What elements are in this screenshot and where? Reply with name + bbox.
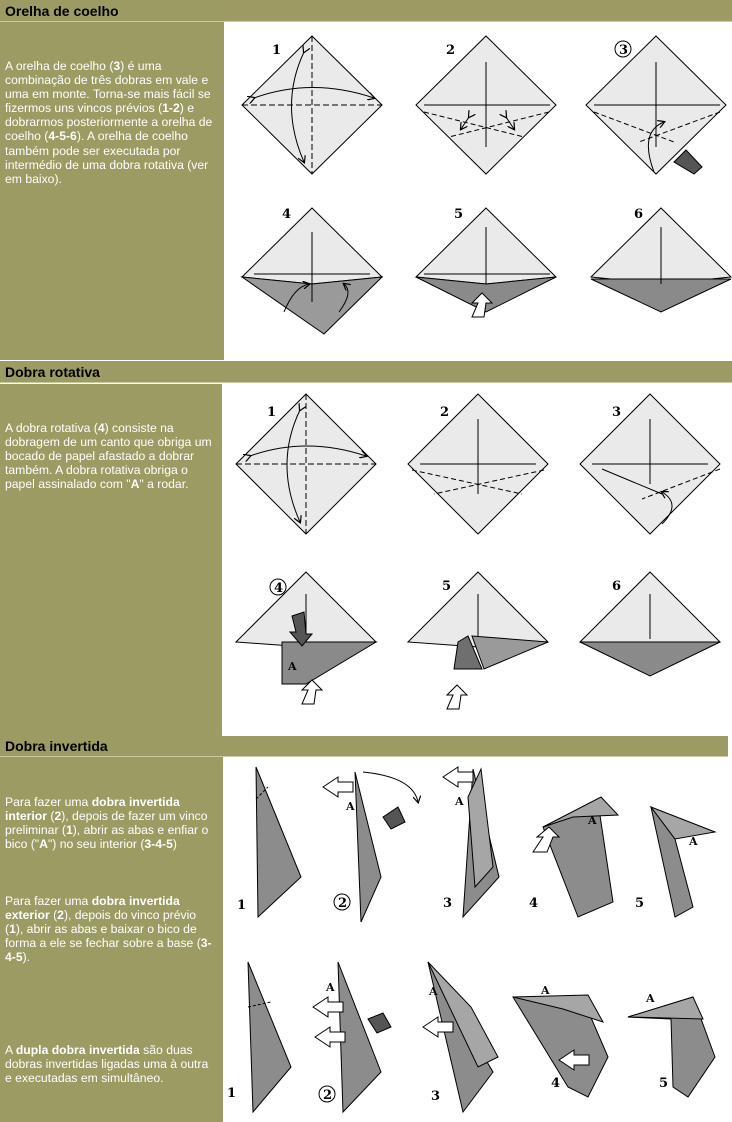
diagram-step-1: [242, 36, 382, 174]
marker-a-2: A: [346, 800, 355, 813]
rabbit-ear-diagrams: [224, 22, 732, 360]
step-label-2b: 2: [323, 1088, 333, 1103]
section-3-text-a: Para fazer uma dobra invertida interior (2), depois de fazer um vinco preliminar (1), abrir as abas e enfiar o bico ("A") no seu interior (3-4-5): [5, 795, 209, 852]
section-3-text-b: Para fazer uma dobra invertida exterior (2), depois do vinco prévio (1), abrir as abas e baixar o bico de forma a ele se fechar sobre a base (3-4-5).: [5, 894, 212, 965]
step-label-5: 5: [454, 207, 464, 222]
diagram-step-6: [580, 572, 720, 676]
diagram-step-5: [416, 208, 556, 317]
step-label-5b: 5: [659, 1076, 669, 1091]
section-1-header: Orelha de coelho: [0, 0, 732, 22]
reverse-fold-diagrams: [223, 757, 732, 1122]
step-label-2: 2: [440, 405, 450, 420]
diagram-step-3: [586, 36, 726, 174]
step-label-4: 4: [274, 581, 284, 596]
marker-a-9: A: [646, 992, 655, 1005]
diagram-step-2: [408, 394, 548, 534]
marker-a: A: [288, 660, 297, 673]
inside-reverse-step-4: [533, 797, 618, 917]
step-label-1b: 1: [227, 1086, 237, 1101]
step-label-4: 4: [282, 207, 292, 222]
outside-reverse-step-5: [628, 997, 715, 1097]
diagram-step-4: [236, 572, 376, 704]
section-3-text-c: A dupla dobra invertida são duas dobras invertidas ligadas uma à outra e executadas em simultâneo.: [5, 1043, 209, 1086]
step-label-5: 5: [442, 579, 452, 594]
step-label-2: 2: [446, 43, 456, 58]
section-1-text: A orelha de coelho (3) é uma combinação de três dobras em vale e uma em monte. Torna-se mais fácil se fizermos uns vincos prévios (1-2) e dobrarmos posteriormente a orelha de coelho (4-5-6). A orelha de coelho também pode ser executada por intermédio de uma dobra rotativa (ver em baixo).: [5, 59, 213, 186]
outside-reverse-step-1: [248, 962, 291, 1112]
step-label-3b: 3: [431, 1089, 441, 1104]
marker-a-8: A: [541, 984, 550, 997]
step-label-1: 1: [237, 898, 247, 913]
marker-a-7: A: [429, 985, 438, 998]
inside-reverse-step-3: [443, 767, 499, 917]
diagram-step-4: [242, 208, 382, 334]
diagram-step-2: [416, 36, 556, 174]
step-label-4: 4: [529, 896, 539, 911]
step-label-3: 3: [443, 896, 453, 911]
marker-a-5: A: [689, 835, 698, 848]
step-label-3: 3: [612, 405, 622, 420]
step-label-2: 2: [338, 896, 348, 911]
outside-reverse-step-4: [513, 995, 608, 1097]
marker-a-3: A: [455, 795, 464, 808]
marker-a-4: A: [588, 814, 597, 827]
rotating-fold-diagrams: [222, 384, 732, 736]
diagram-step-5: [408, 572, 548, 709]
inside-reverse-step-1: [256, 767, 301, 917]
step-label-6: 6: [634, 207, 644, 222]
step-label-1: 1: [272, 43, 282, 58]
step-label-6: 6: [612, 579, 622, 594]
marker-a-6: A: [326, 981, 335, 994]
diagram-step-3: [580, 394, 720, 534]
section-3-header: Dobra invertida: [0, 735, 728, 757]
step-label-3: 3: [619, 43, 629, 58]
step-label-1: 1: [267, 405, 277, 420]
section-2-text: A dobra rotativa (4) consiste na dobragem de um canto que obriga um bocado de papel afastado a dobrar também. A dobra rotativa obriga o papel assinalado com "A" a rodar.: [5, 421, 212, 492]
diagram-step-1: [236, 394, 376, 534]
step-label-5: 5: [635, 896, 645, 911]
inside-reverse-step-5: [651, 807, 715, 917]
step-label-4b: 4: [551, 1076, 561, 1091]
diagram-step-6: [591, 208, 731, 312]
section-2-header: Dobra rotativa: [0, 361, 732, 383]
